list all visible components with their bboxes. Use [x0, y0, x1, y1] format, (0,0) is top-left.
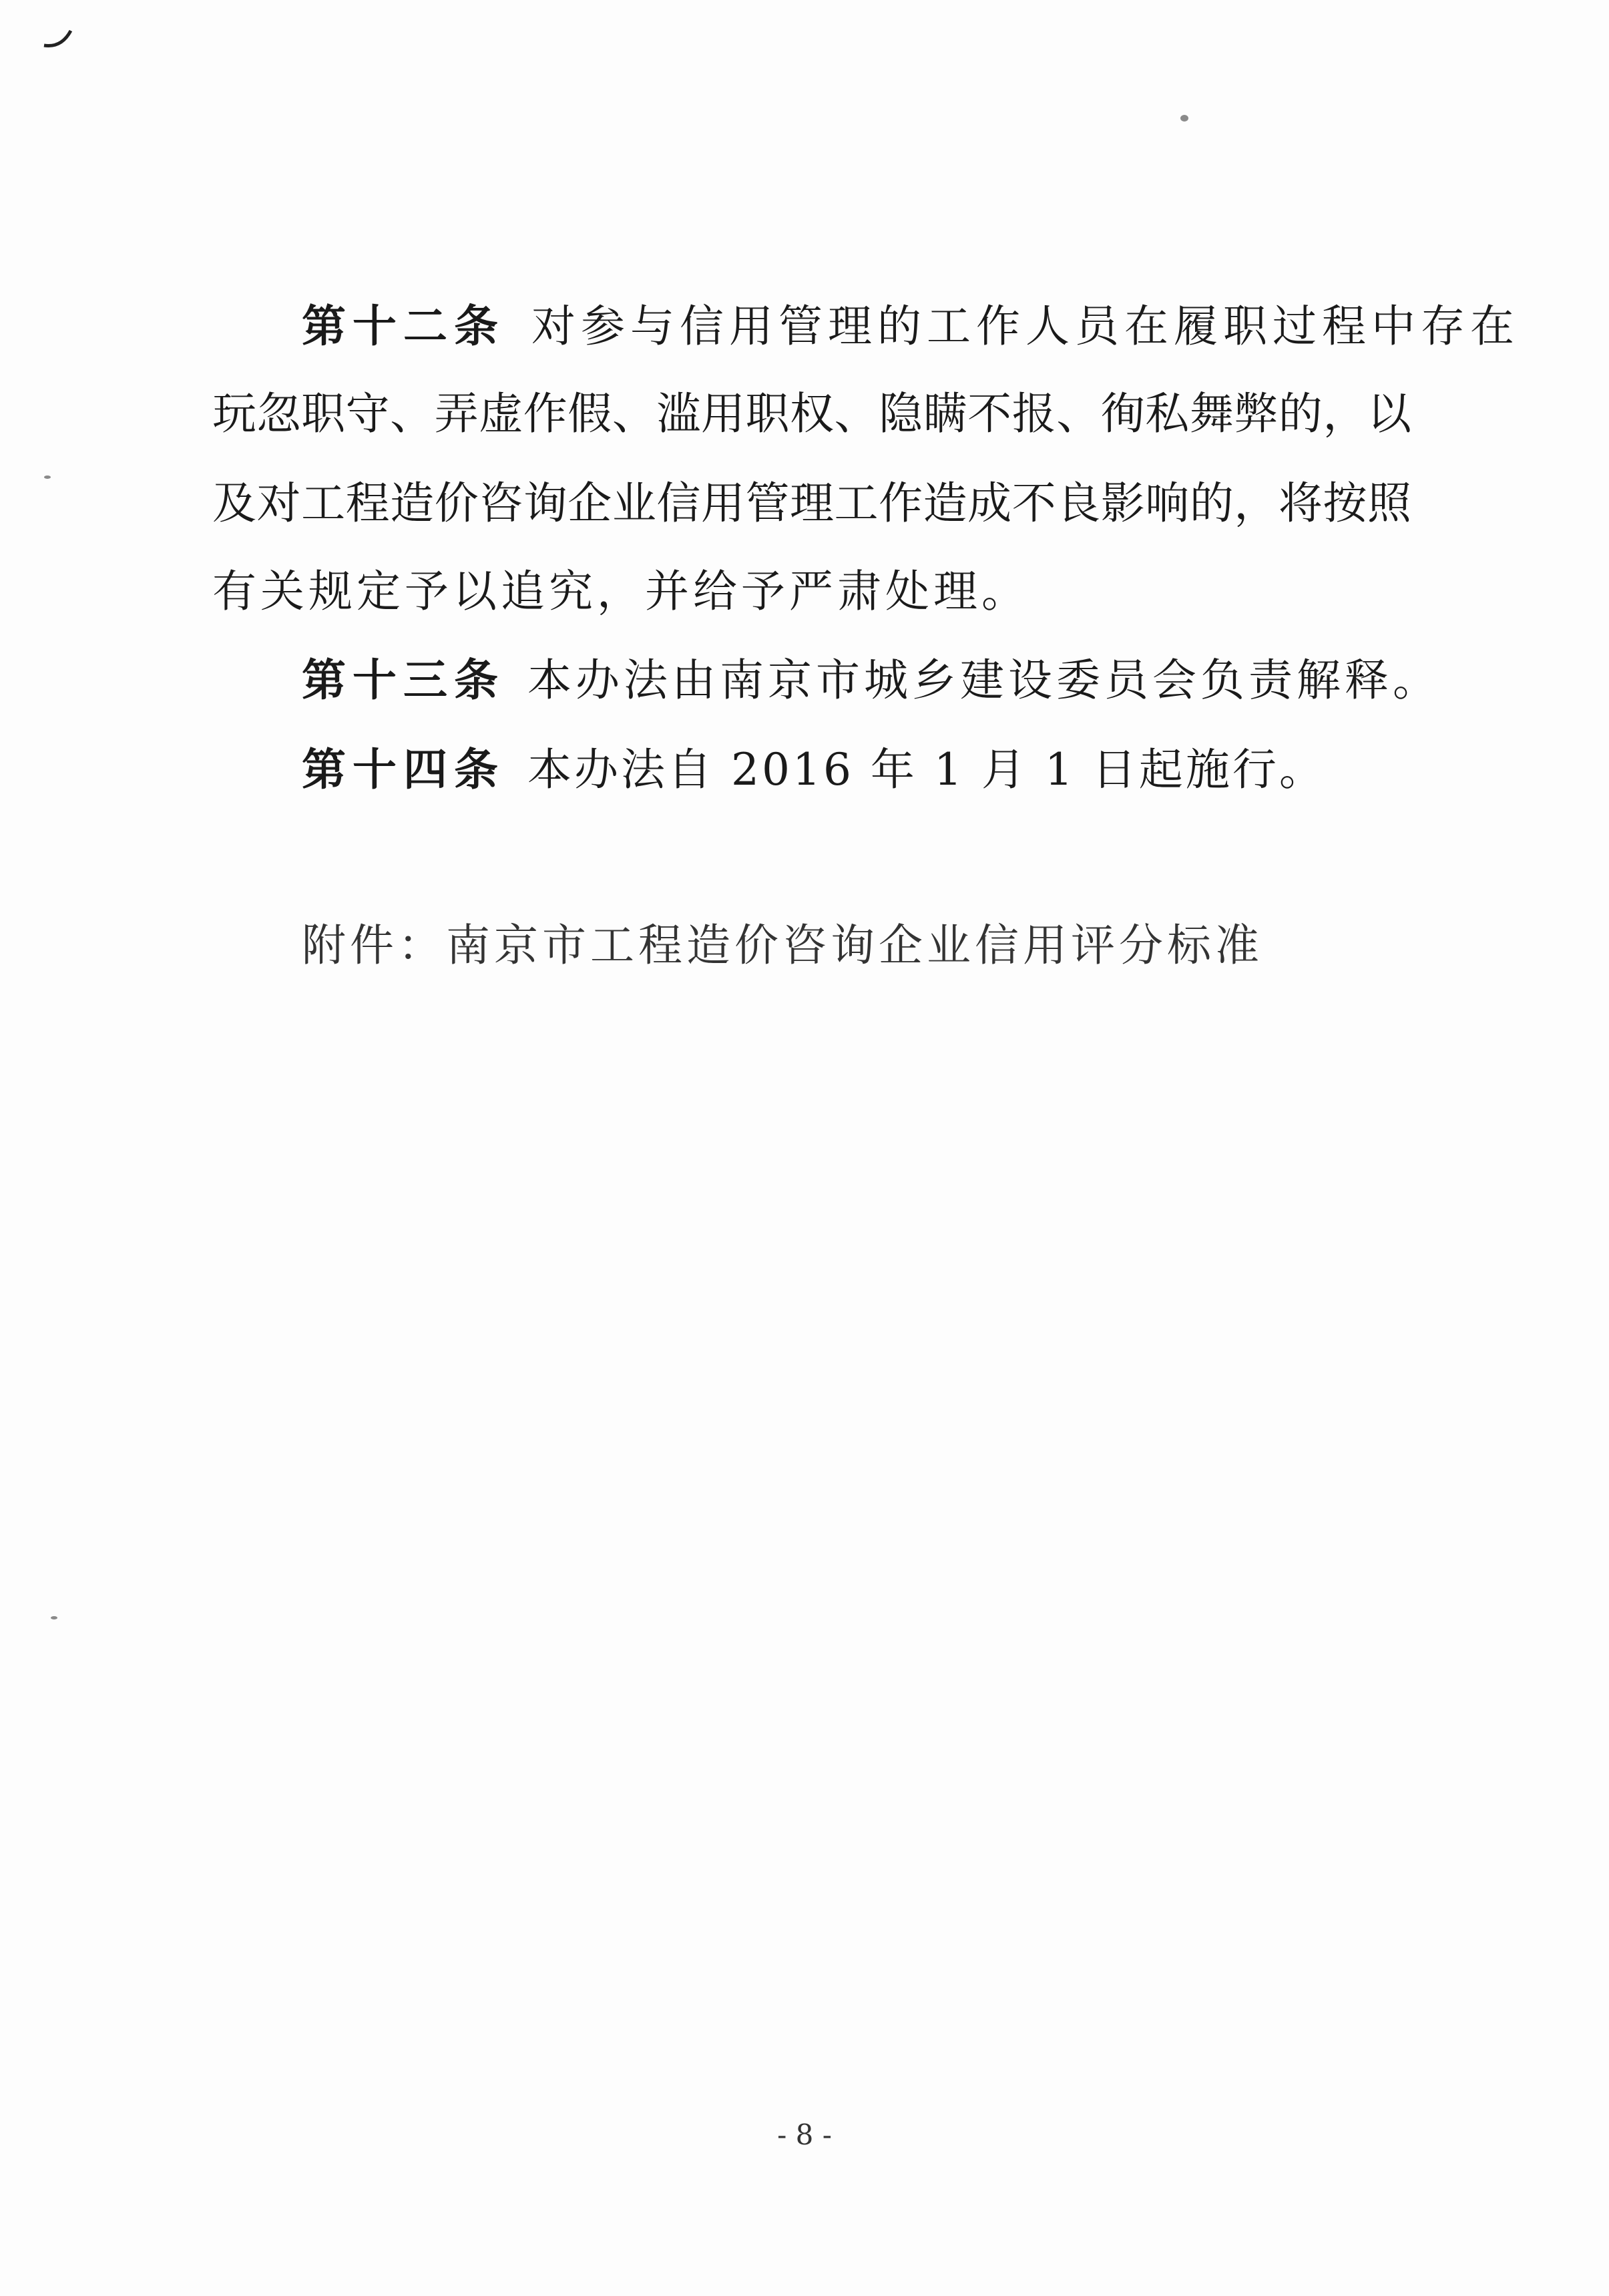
scan-speck [44, 475, 51, 479]
article-12-text: 对参与信用管理的工作人员在履职过程中存在 [531, 301, 1520, 352]
article-12-line-4: 有关规定予以追究，并给予严肃处理。 [212, 566, 1029, 617]
article-14 [302, 743, 1326, 797]
scan-speck [51, 1616, 57, 1619]
article-14-heading: 第十四条 [302, 743, 505, 795]
article-12-line-2: 玩忽职守、弄虚作假、滥用职权、隐瞒不报、徇私舞弊的，以 [212, 388, 1411, 439]
article-14-text: 本办法自 2016 年 1 月 1 日起施行。 [527, 744, 1326, 795]
article-12-line-3: 及对工程造价咨询企业信用管理工作造成不良影响的，将按照 [212, 477, 1411, 529]
scan-mark [41, 25, 75, 52]
article-12-line-1 [302, 299, 1520, 353]
scan-speck [1180, 115, 1188, 122]
page-number: - 8 - [777, 2118, 832, 2151]
article-13-heading: 第十三条 [302, 654, 505, 706]
article-13-text: 本办法由南京市城乡建设委员会负责解释。 [527, 654, 1441, 706]
article-12-heading: 第十二条 [302, 300, 505, 352]
article-13 [302, 653, 1441, 707]
attachment-line: 附件：南京市工程造价咨询企业信用评分标准 [302, 920, 1263, 971]
